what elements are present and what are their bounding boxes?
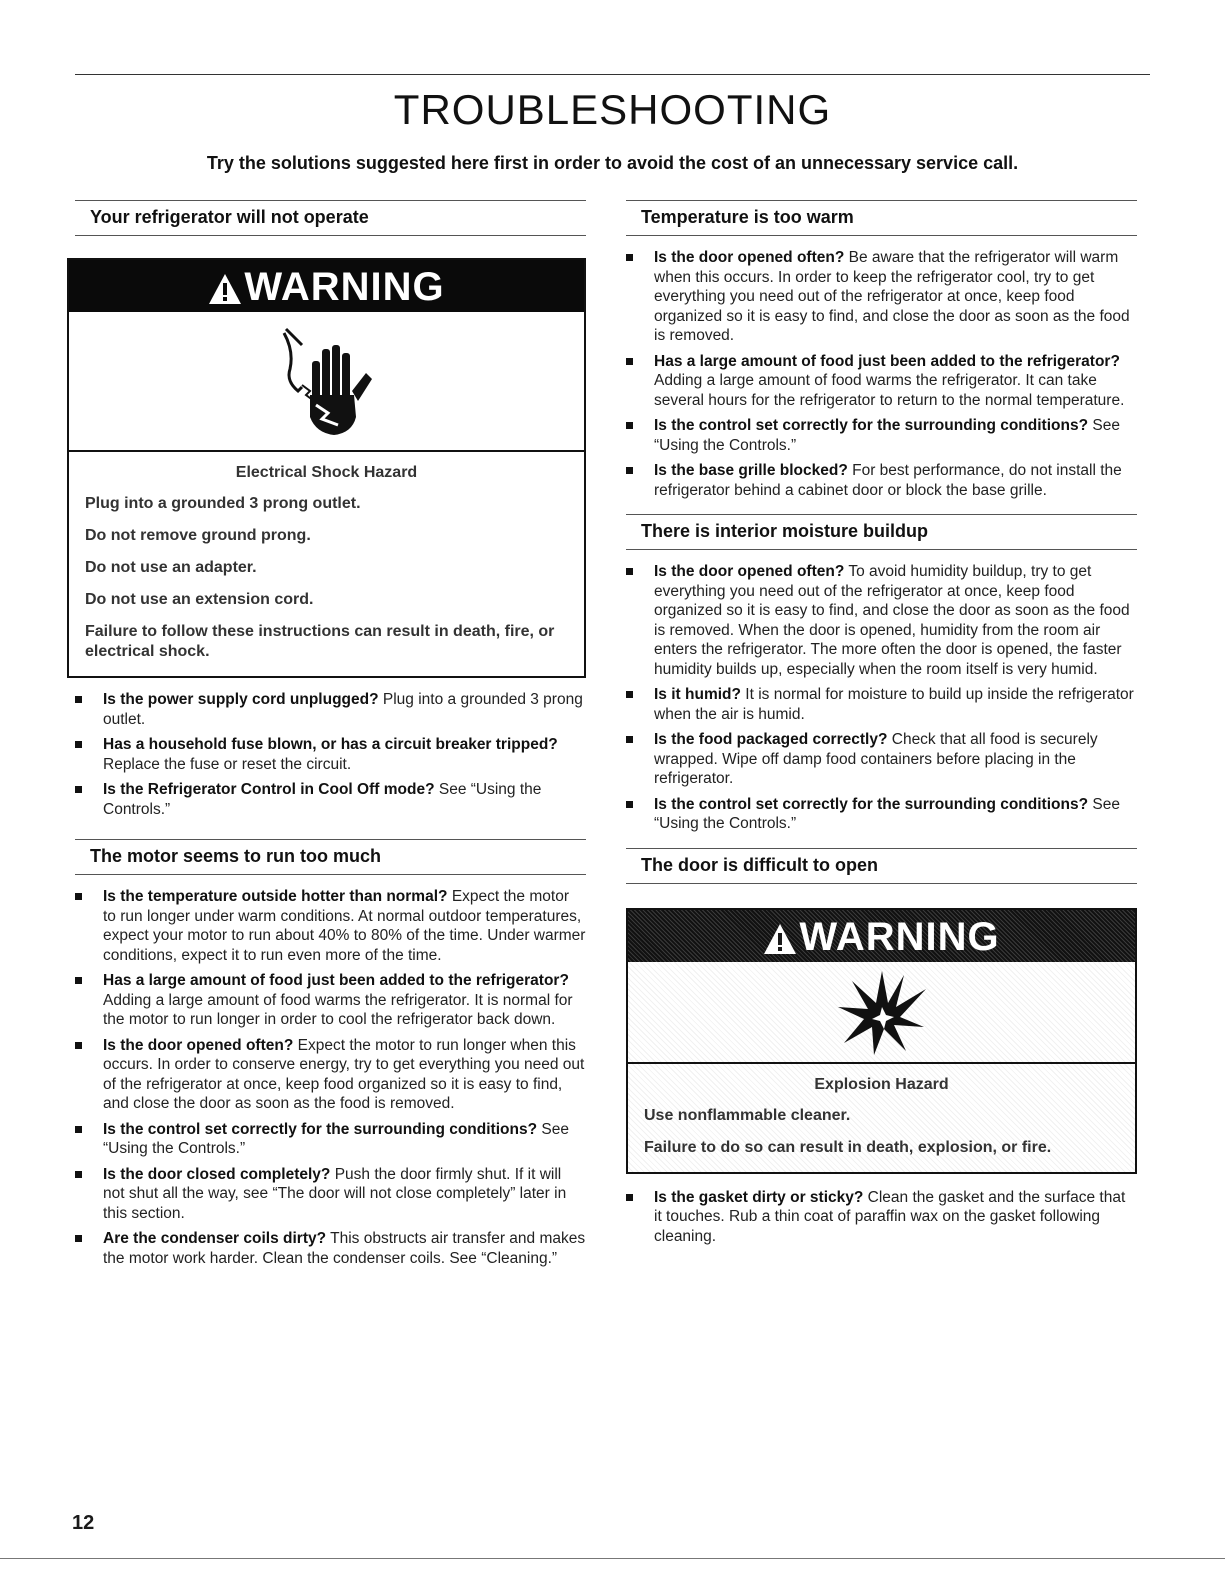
warning-triangle-icon: [763, 923, 797, 955]
item-question: Is the base grille blocked?: [654, 462, 848, 479]
warning-line: Failure to follow these instructions can result in death, fire, or electrical shock.: [85, 623, 555, 660]
section-heading: Your refrigerator will not operate: [75, 200, 586, 236]
section-heading: Temperature is too warm: [626, 200, 1137, 236]
bullet-icon: [75, 1042, 82, 1049]
item-answer: For best performance, do not install the refrigerator behind a cabinet door or block the base grille.: [654, 462, 1122, 499]
warning-pictogram: [69, 312, 584, 452]
item-question: Is the door opened often?: [103, 1036, 294, 1054]
bullet-icon: [75, 1126, 82, 1133]
list-item: [626, 248, 1137, 346]
list-item: [626, 730, 1137, 789]
troubleshoot-list: [626, 248, 1137, 500]
list-item: [626, 685, 1137, 724]
item-question: Has a household fuse blown, or has a circuit breaker tripped?: [103, 736, 558, 753]
warning-text: [628, 1064, 1135, 1172]
section-heading: The door is difficult to open: [626, 848, 1137, 884]
item-question: Is the door opened often?: [654, 249, 845, 266]
list-item: [626, 795, 1137, 834]
item-question: Is the door opened often?: [654, 563, 845, 580]
warning-band: [69, 260, 584, 312]
list-item: [75, 690, 586, 729]
item-answer: This obstructs air transfer and makes the motor work harder. Clean the condenser coils. See “Cleaning.”: [103, 1230, 586, 1267]
item-question: Is the food packaged correctly?: [654, 731, 888, 748]
warning-label: WARNING: [799, 914, 1000, 959]
item-question: Is the gasket dirty or sticky?: [654, 1188, 864, 1206]
list-item: [626, 562, 1137, 679]
hazard-title: Explosion Hazard: [814, 1075, 949, 1093]
warning-line: Use nonflammable cleaner.: [644, 1106, 851, 1124]
page-title: TROUBLESHOOTING: [393, 86, 832, 133]
list-item: [75, 971, 586, 1030]
list-item: [75, 1036, 586, 1114]
item-answer: Adding a large amount of food warms the refrigerator. It can take several hours for the refrigerator to return to the normal temperature.: [654, 372, 1125, 409]
item-answer: Be aware that the refrigerator will warm when this occurs. In order to keep the refrigerator cool, try to get everything you need out of the refrigerator at once, keep food organized so it is easy to find, and close the door as soon as the food is removed.: [654, 249, 1130, 344]
list-item: [75, 735, 586, 774]
warning-line: Do not remove ground prong.: [85, 527, 311, 544]
bullet-icon: [626, 736, 633, 743]
page-number: 12: [72, 1512, 95, 1534]
warning-line: Do not use an adapter.: [85, 559, 257, 576]
bullet-icon: [75, 977, 82, 984]
item-answer: See “Using the Controls.”: [103, 781, 542, 818]
intro-text: Try the solutions suggested here first in order to avoid the cost of an unnecessary service call.: [206, 153, 1019, 173]
right-column: [626, 200, 1137, 1252]
bullet-icon: [626, 254, 633, 261]
hazard-title: Electrical Shock Hazard: [235, 464, 418, 481]
warning-label: WARNING: [244, 265, 445, 309]
item-answer: Expect the motor to run longer when this occurs. In order to conserve energy, try to get everything you need out of the refrigerator at once, keep food organized so it is easy to find, and close the door as soon as the food is removed.: [103, 1036, 585, 1112]
list-item: [626, 1188, 1137, 1247]
item-answer: Expect the motor to run longer under warm conditions. At normal outdoor temperatures, expect your motor to run about 40% to 80% of the time. Under warmer conditions, expect it to run even more of the time.: [103, 888, 586, 964]
item-question: Is the control set correctly for the surrounding conditions?: [654, 795, 1089, 813]
item-question: Is the door closed completely?: [103, 1165, 331, 1183]
item-answer: Replace the fuse or reset the circuit.: [103, 755, 352, 773]
item-question: Is it humid?: [654, 686, 741, 703]
warning-text: [69, 452, 584, 676]
bullet-icon: [626, 568, 633, 575]
item-answer: It is normal for moisture to build up inside the refrigerator when the air is humid.: [654, 686, 1134, 723]
item-question: Is the control set correctly for the surrounding conditions?: [103, 1120, 538, 1138]
section-heading: There is interior moisture buildup: [626, 514, 1137, 550]
list-item: [626, 416, 1137, 455]
item-answer: Clean the gasket and the surface that it touches. Rub a thin coat of paraffin wax on the gasket following cleaning.: [654, 1188, 1126, 1245]
item-answer: Adding a large amount of food warms the refrigerator. It is normal for the motor to run longer in order to cool the refrigerator back down.: [103, 991, 573, 1028]
item-answer: See “Using the Controls.”: [654, 795, 1120, 832]
bottom-rule: [0, 1558, 1225, 1559]
item-question: Has a large amount of food just been added to the refrigerator?: [654, 352, 1120, 370]
item-question: Is the temperature outside hotter than normal?: [103, 888, 448, 905]
list-item: [626, 461, 1137, 500]
list-item: [75, 887, 586, 965]
explosion-icon: [834, 967, 930, 1057]
bullet-icon: [626, 358, 633, 365]
warning-line: Do not use an extension cord.: [85, 591, 314, 608]
bullet-icon: [75, 1171, 82, 1178]
warning-band: [628, 910, 1135, 962]
item-answer: Check that all food is securely wrapped. Wipe off damp food containers before placing in the refrigerator.: [654, 731, 1098, 787]
warning-line: Failure to do so can result in death, explosion, or fire.: [644, 1138, 1052, 1156]
bullet-icon: [626, 1194, 633, 1201]
item-question: Is the Refrigerator Control in Cool Off mode?: [103, 781, 435, 798]
item-question: Are the condenser coils dirty?: [103, 1230, 327, 1247]
bullet-icon: [75, 893, 82, 900]
bullet-icon: [75, 786, 82, 793]
troubleshoot-list: [626, 1188, 1137, 1247]
troubleshoot-list: [75, 690, 586, 819]
warning-triangle-icon: [208, 273, 242, 305]
bullet-icon: [75, 741, 82, 748]
bullet-icon: [75, 1235, 82, 1242]
bullet-icon: [626, 691, 633, 698]
item-question: Has a large amount of food just been added to the refrigerator?: [103, 972, 569, 989]
section-heading: The motor seems to run too much: [75, 839, 586, 875]
top-rule: [75, 74, 1150, 75]
troubleshoot-list: [626, 562, 1137, 834]
list-item: [626, 352, 1137, 411]
warning-box-explosion: [626, 908, 1137, 1174]
item-answer: See “Using the Controls.”: [654, 417, 1120, 454]
item-question: Is the control set correctly for the surrounding conditions?: [654, 417, 1089, 434]
list-item: [75, 1165, 586, 1224]
item-answer: Push the door firmly shut. If it will not shut all the way, see “The door will not close completely” later in this section.: [103, 1165, 567, 1222]
item-question: Is the power supply cord unplugged?: [103, 691, 379, 708]
electrical-shock-icon: [272, 321, 382, 441]
troubleshoot-list: [75, 887, 586, 1268]
bullet-icon: [626, 467, 633, 474]
item-answer: To avoid humidity buildup, try to get everything you need out of the refrigerator at once, keep food organized so it is easy to find, and close the door as soon as the food is removed. When the door is opened, humidity from the room air enters the refrigerator. The more often the door is opened, the faster humidity builds up, especially when the room itself is very humid.: [654, 563, 1130, 678]
warning-box-electrical: [67, 258, 586, 678]
bullet-icon: [75, 696, 82, 703]
item-answer: Plug into a grounded 3 prong outlet.: [103, 691, 583, 728]
list-item: [75, 780, 586, 819]
warning-pictogram: [628, 962, 1135, 1064]
warning-line: Plug into a grounded 3 prong outlet.: [85, 495, 361, 512]
bullet-icon: [626, 422, 633, 429]
list-item: [75, 1229, 586, 1268]
bullet-icon: [626, 801, 633, 808]
left-column: [75, 200, 586, 1274]
list-item: [75, 1120, 586, 1159]
item-answer: See “Using the Controls.”: [103, 1120, 569, 1157]
